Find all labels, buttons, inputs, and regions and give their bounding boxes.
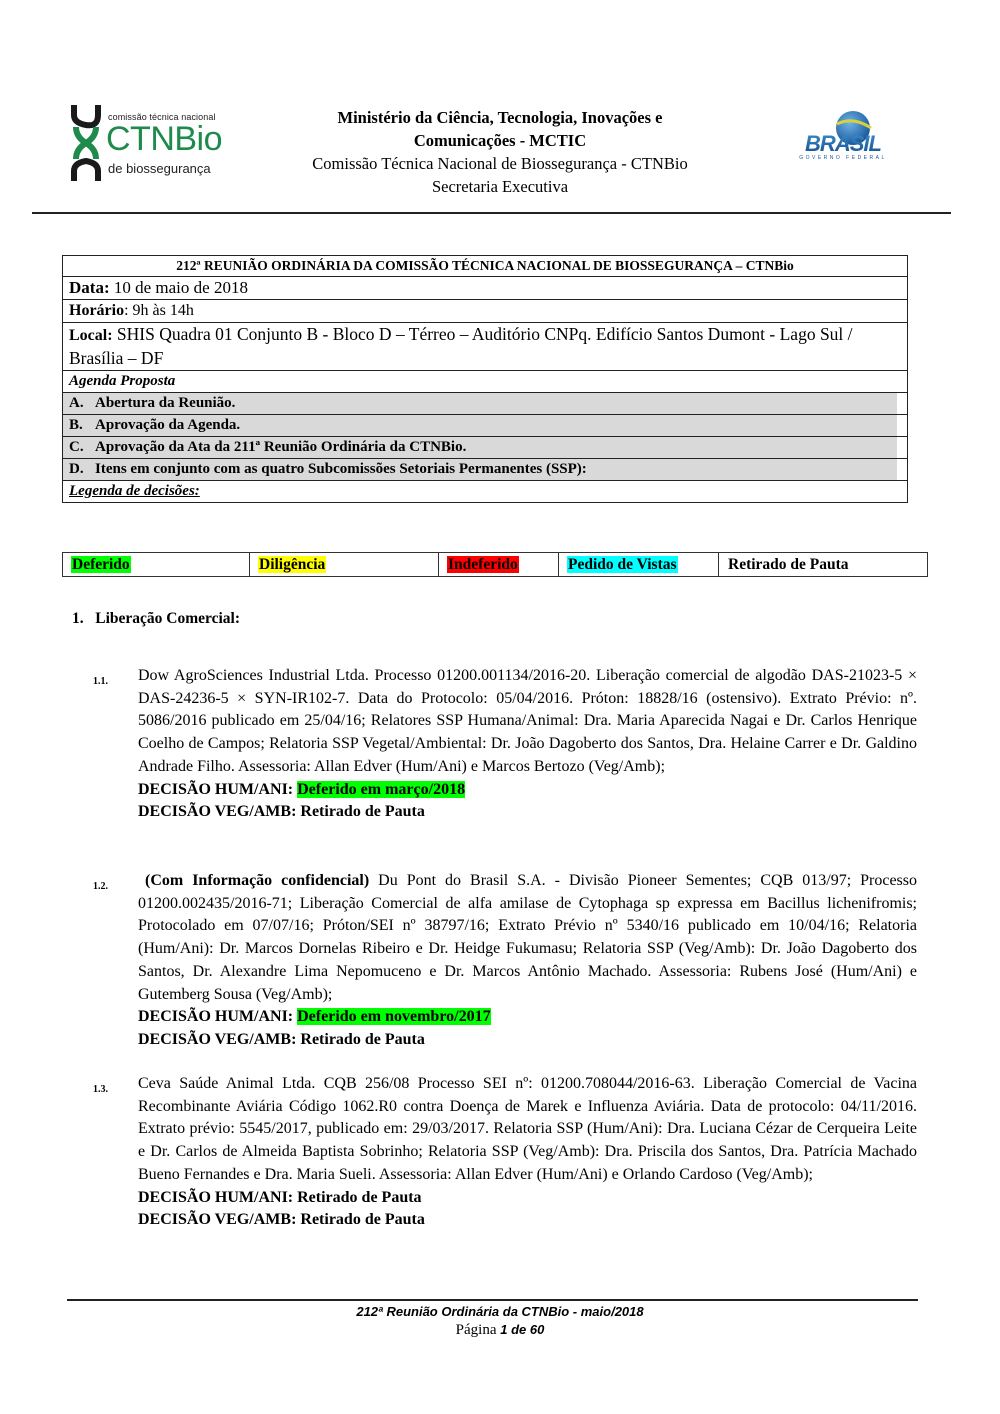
legend-pedido-de-vistas [559, 553, 719, 576]
footer-meeting-label: 212ª Reunião Ordinária da CTNBio - maio/2018 [356, 1304, 644, 1319]
agenda-letter: D. [69, 461, 84, 477]
dna-helix-icon [68, 103, 104, 183]
confidential-flag: (Com Informação confidencial) [145, 872, 370, 889]
date-value: 10 de maio de 2018 [109, 278, 248, 297]
legend-label: Retirado de Pauta [728, 556, 849, 573]
agenda-letter: A. [69, 395, 84, 411]
location-value: SHIS Quadra 01 Conjunto B - Bloco D – Térreo – Auditório CNPq. Edifício Santos Dumont - Lago Sul / Brasília – DF [69, 324, 853, 368]
decision-hum-ani [138, 1006, 917, 1029]
page-number [250, 1320, 750, 1340]
decision-legend [62, 552, 928, 577]
page-current: 1 [500, 1322, 508, 1337]
meeting-time-row [63, 300, 907, 323]
agenda-item-a [63, 393, 907, 415]
decision-label: DECISÃO HUM/ANI: [138, 1188, 298, 1206]
decision-value: Retirado de Pauta [300, 1211, 425, 1229]
ministry-line-1: Ministério da Ciência, Tecnologia, Inovações e [337, 108, 663, 127]
legend-label: Deferido [72, 556, 130, 573]
time-value: : 9h às 14h [124, 302, 194, 319]
entry-description [138, 870, 917, 1006]
meeting-title: 212ª REUNIÃO ORDINÁRIA DA COMISSÃO TÉCNICA NACIONAL DE BIOSSEGURANÇA – CTNBio [63, 256, 907, 277]
meeting-info-table [62, 255, 908, 503]
agenda-text: Aprovação da Agenda. [95, 417, 241, 433]
agenda-item-c [63, 437, 907, 459]
decision-hum-ani [138, 779, 917, 802]
legend-title-row [63, 481, 907, 502]
entry-number: 1.1. [93, 676, 108, 687]
decision-value: Retirado de Pauta [300, 1030, 425, 1048]
agenda-entry-1-1 [93, 665, 917, 824]
agenda-title: Agenda Proposta [63, 371, 907, 393]
legend-label: Diligência [259, 556, 326, 573]
decision-label: DECISÃO VEG/AMB: [138, 1211, 301, 1229]
entry-number: 1.3. [93, 1084, 108, 1095]
svg-text:GOVERNO FEDERAL: GOVERNO FEDERAL [799, 155, 887, 160]
decision-label: DECISÃO VEG/AMB: [138, 803, 301, 821]
agenda-text: Aprovação da Ata da 211ª Reunião Ordinária da CTNBio. [95, 439, 467, 455]
agenda-text: Abertura da Reunião. [95, 395, 236, 411]
ctnbio-logo [68, 103, 238, 183]
globe-icon [785, 108, 905, 160]
section-title-liberacao-comercial: 1. Liberação Comercial: [72, 610, 241, 627]
date-label: Data: [69, 278, 110, 297]
decision-label: DECISÃO VEG/AMB: [138, 1030, 301, 1048]
decision-value: Deferido em março/2018 [297, 780, 466, 798]
entry-number: 1.2. [93, 881, 108, 892]
agenda-item-b [63, 415, 907, 437]
secretariat-name: Secretaria Executiva [431, 177, 569, 196]
legend-diligencia [250, 553, 439, 576]
brasil-logo [785, 108, 905, 160]
agenda-entry-1-3 [93, 1073, 917, 1232]
legend-title: Legenda de decisões: [69, 483, 200, 499]
entry-description: Ceva Saúde Animal Ltda. CQB 256/08 Processo SEI nº: 01200.708044/2016-63. Liberação Comercial de Vacina Recombinante Aviária Código 1062.R0 contra Doença de Marek e Influenza Aviária. Data de protocolo: 04/11/2016. Extrato prévio: 5545/2017, publicado em: 29/03/2017. Relatoria SSP (Hum/Ani): Dra. Luciana Cézar de Cerqueira Leite e Dr. Carlos de Almeida Baptista Sobrinho; Relatoria SSP (Veg/Amb): Dra. Priscila dos Santos, Dra. Patrícia Machado Bueno Fernandes e Dra. Maria Sueli. Assessoria: Allan Edver (Hum/Ani) e Orlando Cardoso (Veg/Amb); [138, 1075, 917, 1183]
svg-text:BRASIL: BRASIL [805, 131, 881, 156]
meeting-location-row [63, 323, 907, 371]
location-label: Local: [69, 327, 113, 344]
legend-indeferido [439, 553, 559, 576]
decision-veg-amb [138, 1029, 917, 1052]
document-header [262, 106, 738, 198]
decision-label: DECISÃO HUM/ANI: [138, 780, 298, 798]
legend-label: Indeferido [448, 556, 518, 573]
logo-subtitle: de biossegurança [108, 161, 211, 176]
agenda-letter: C. [69, 439, 84, 455]
footer-divider [67, 1299, 918, 1301]
meeting-date-row [63, 277, 907, 300]
logo-tagline: comissão técnica nacional [108, 112, 216, 122]
entry-description: Dow AgroSciences Industrial Ltda. Processo 01200.001134/2016-20. Liberação comercial de algodão DAS-21023-5 × DAS-24236-5 × SYN-IR102-7. Data do Protocolo: 05/04/2016. Próton: 18828/16 (ostensivo). Extrato Prévio: nº. 5086/2016 publicado em 25/04/16; Relatores SSP Humana/Animal: Dra. Maria Aparecida Nagai e Dr. Carlos Henrique Coelho de Campos; Relatoria SSP Vegetal/Ambiental: Dr. João Dagoberto dos Santos, Dra. Helaine Carrer e Dr. Galdino Andrade Filho. Assessoria: Allan Edver (Hum/Ani) e Marcos Bertozo (Veg/Amb); [138, 667, 917, 775]
decision-value: Retirado de Pauta [300, 803, 425, 821]
page-of: de [507, 1322, 530, 1337]
agenda-item-d [63, 459, 907, 481]
legend-label: Pedido de Vistas [568, 556, 677, 573]
entry-text: Du Pont do Brasil S.A. - Divisão Pioneer Sementes; CQB 013/97; Processo 01200.002435/2016-71; Liberação Comercial de alfa amilase de Cytophaga sp expressa em Bacillus lichenifromis; Protocolado em 07/07/16; Próton/SEI nº 38797/16; Extrato Prévio nº 5340/16 publicado em 10/04/16; Relatoria (Hum/Ani): Dr. Marcos Dornelas Ribeiro e Dr. Heidge Fukumasu; Relatoria SSP (Veg/Amb): Dr. João Dagoberto dos Santos, Dr. Alexandre Lima Nepomuceno e Dr. Marcos Antônio Machado. Assessoria: Rubens José (Hum/Ani) e Gutemberg Sousa (Veg/Amb); [138, 872, 918, 1003]
agenda-entry-1-2 [93, 870, 917, 1052]
decision-veg-amb [138, 1209, 917, 1232]
agenda-letter: B. [69, 417, 83, 433]
page-footer [250, 1303, 750, 1340]
decision-veg-amb [138, 801, 917, 824]
decision-hum-ani [138, 1187, 917, 1210]
header-divider [32, 212, 951, 214]
decision-value: Deferido em novembro/2017 [297, 1008, 491, 1026]
decision-label: DECISÃO HUM/ANI: [138, 1008, 298, 1026]
legend-retirado-de-pauta [719, 553, 927, 576]
decision-value: Retirado de Pauta [297, 1188, 422, 1206]
page-label: Página [455, 1322, 501, 1338]
ministry-line-2: Comunicações - MCTIC [413, 131, 587, 150]
page-total: 60 [529, 1322, 545, 1337]
commission-name: Comissão Técnica Nacional de Biossegurança - CTNBio [312, 154, 688, 173]
legend-deferido [63, 553, 250, 576]
agenda-text: Itens em conjunto com as quatro Subcomissões Setoriais Permanentes (SSP): [95, 461, 587, 477]
logo-wordmark: CTNBio [106, 120, 223, 158]
time-label: Horário [69, 302, 125, 319]
